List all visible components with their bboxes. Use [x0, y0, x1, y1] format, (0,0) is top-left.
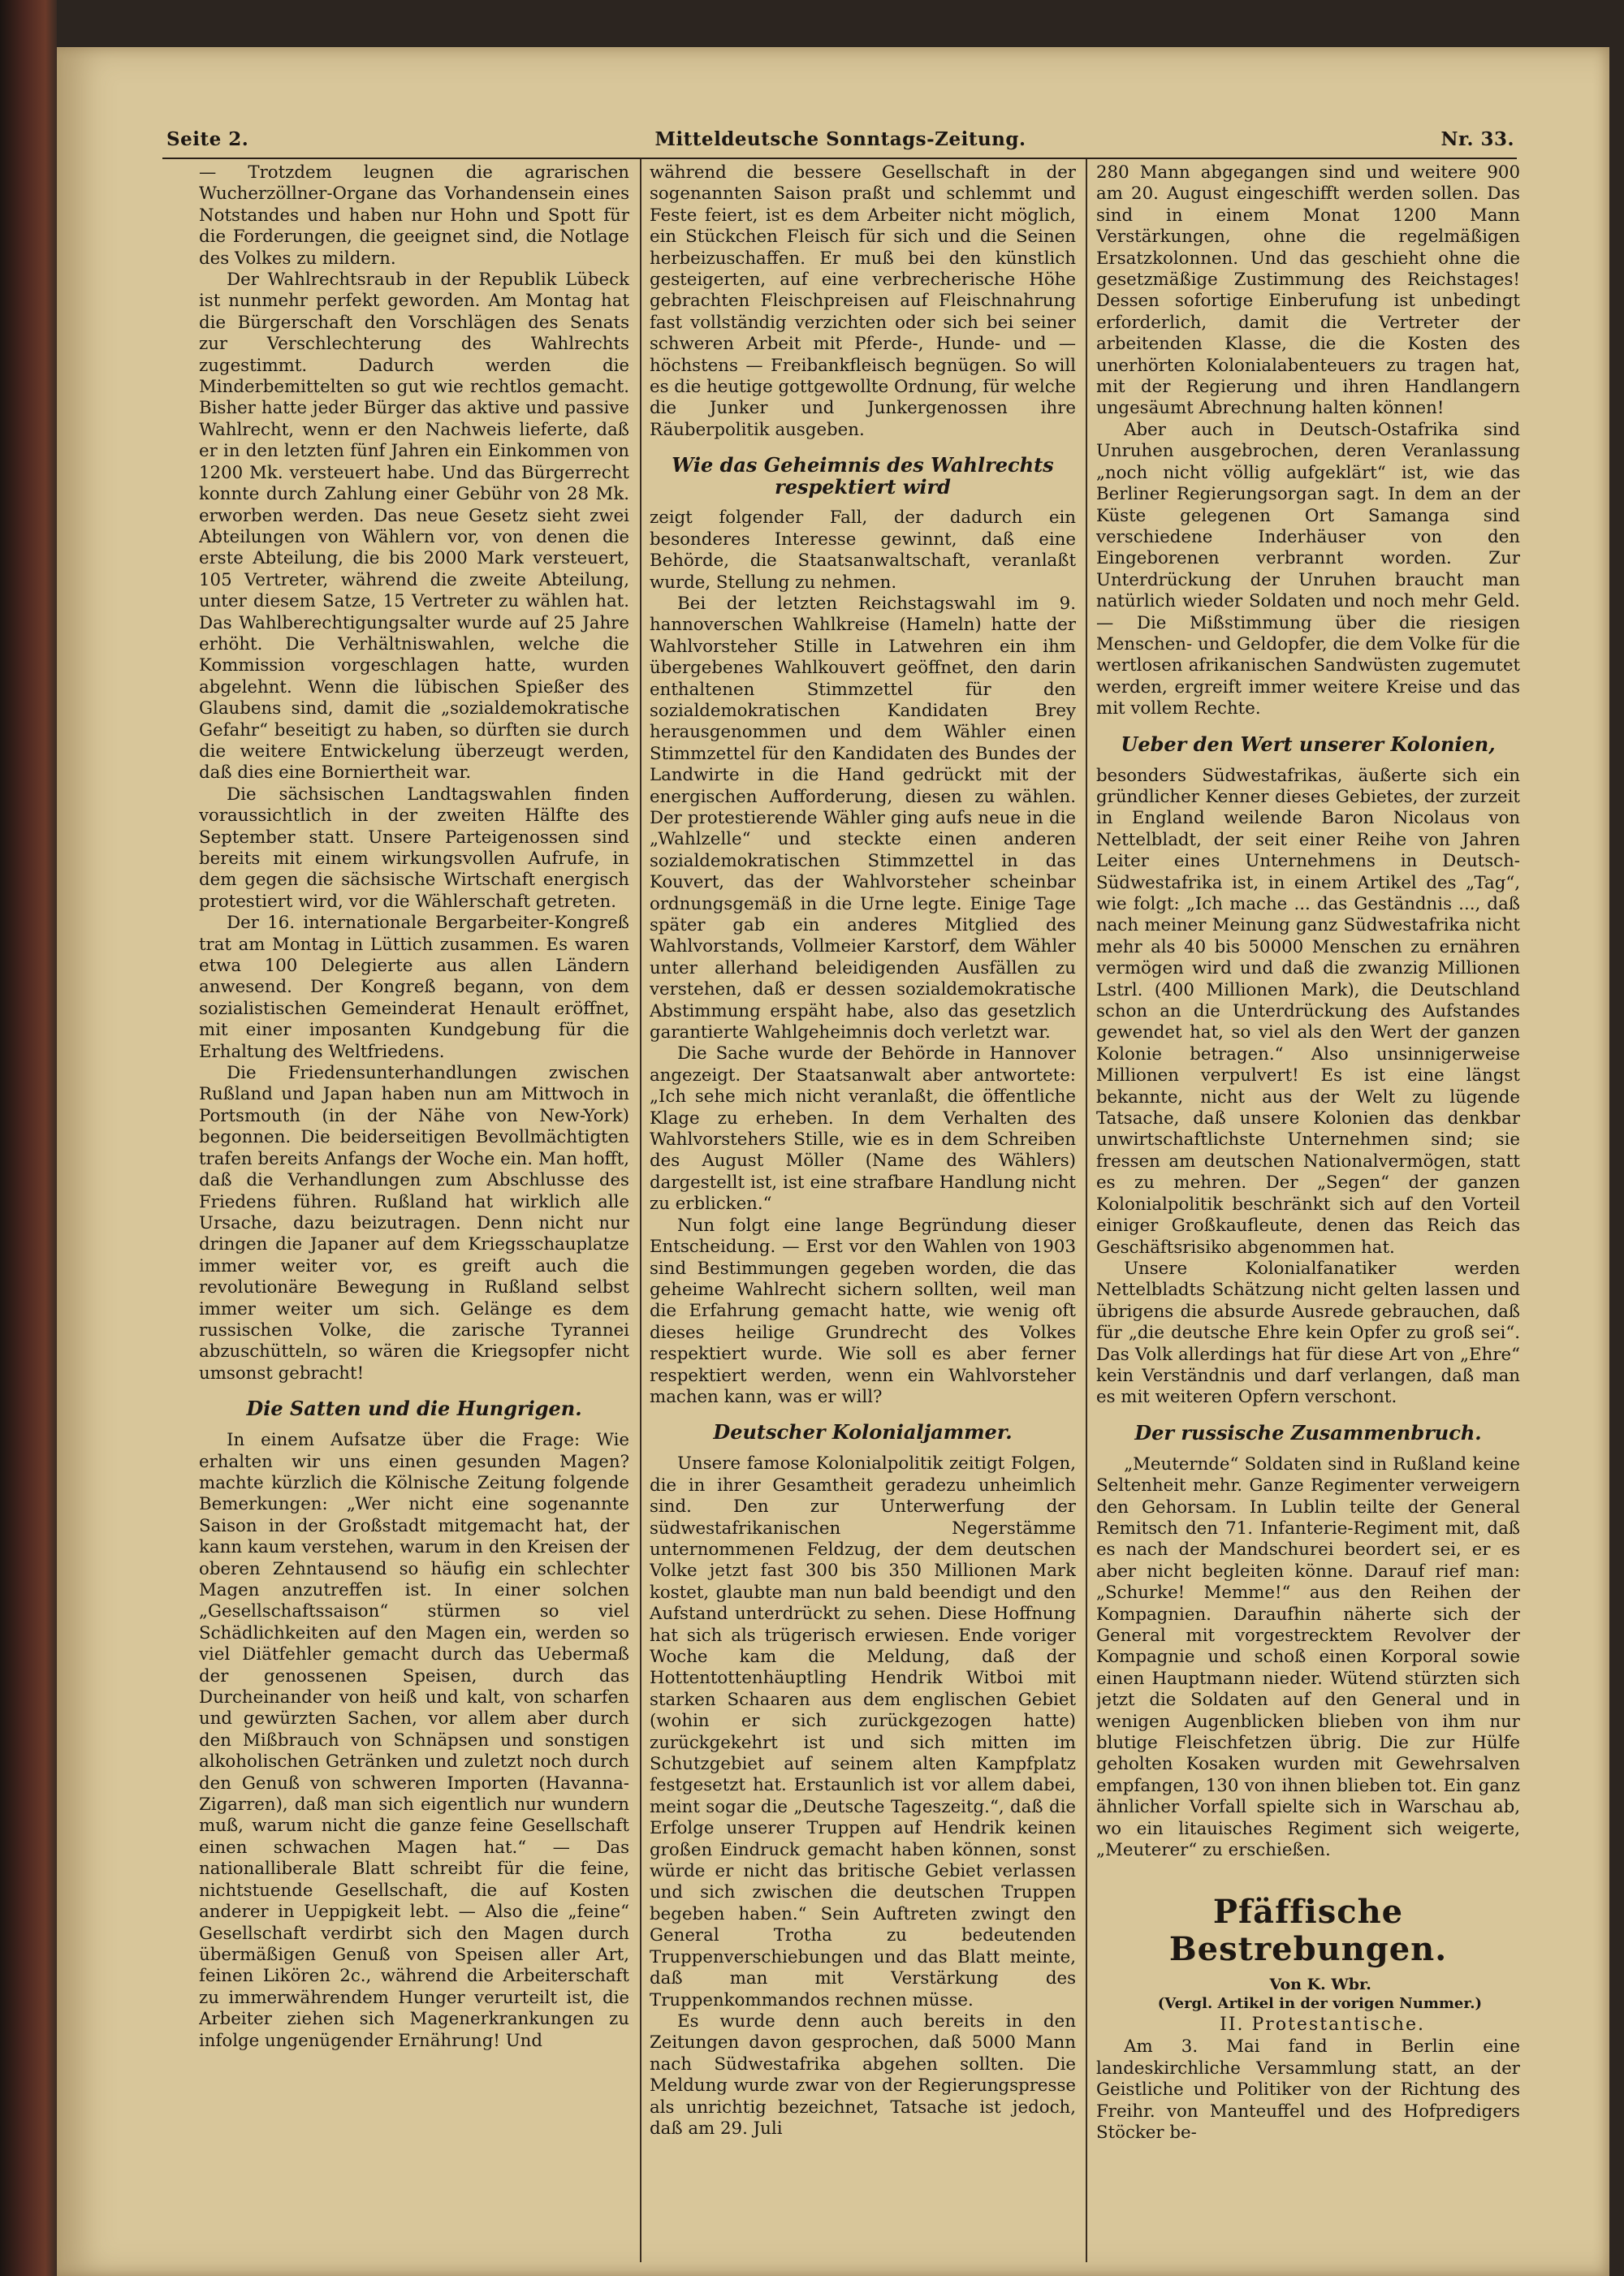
- paragraph: während die bessere Gesellschaft in der sogenannten Saison praßt und schlemmt und Feste feiert, ist es dem Arbeiter nicht möglich, ein Stückchen Fleisch für sich und die Seinen herbeizuschaffen. Er muß bei den künstlich gesteigerten, auf eine verbrecherische Höhe gebrachten Fleischpreisen auf Fleischnahrung fast vollständig verzichten oder sich bei seiner schweren Arbeit mit Pferde-, Hunde- und — höchstens — Freibankfleisch begnügen. So will es die heutige gottgewollte Ordnung, für welche die Junker und Junkergenossen ihre Räuberpolitik ausgeben.: [650, 162, 1076, 440]
- reference-note: (Vergl. Artikel in der vorigen Nummer.): [1157, 1995, 1482, 2013]
- article-heading: Deutscher Kolonialjammer.: [713, 1420, 1013, 1445]
- article-heading: Die Satten und die Hungrigen.: [246, 1397, 582, 1421]
- paragraph: Die Sache wurde der Behörde in Hannover angezeigt. Der Staatsanwalt aber antwortete: „Ich sehe mich nicht veranlaßt, die öffentliche Klage zu erheben. In dem Verhalten des Wahlvorstehers Stille, wie es in dem Schreiben des August Möller (Name des Wählers) dargestellt ist, ist eine strafbare Handlung nicht zu erblicken.“: [650, 1043, 1076, 1215]
- paragraph: 280 Mann abgegangen sind und weitere 900 am 20. August eingeschifft werden sollen. Das sind in einem Monat 1200 Mann Verstärkungen, ohne die regelmäßigen Ersatzkolonnen. Und das geschieht ohne die gesetzmäßige Zustimmung des Reichstages! Dessen sofortige Einberufung ist unbedingt erforderlich, damit die Vertreter der arbeitenden Klasse, die die Kosten des unerhörten Kolonialabenteuers zu tragen hat, mit der Regierung und ihren Handlangern ungesäumt Abrechnung halten können!: [1096, 162, 1520, 419]
- paragraph: Der 16. internationale Bergarbeiter-Kongreß trat am Montag in Lüttich zusammen. Es waren etwa 100 Delegierte aus allen Ländern anwesend. Der Kongreß begann, von dem sozialistischen Gemeinderat Henault eröffnet, mit einer imposanten Kundgebung für die Erhaltung des Weltfriedens.: [199, 913, 629, 1062]
- paragraph: Der Wahlrechtsraub in der Republik Lübeck ist nunmehr perfekt geworden. Am Montag hat die Bürgerschaft den Vorschlägen des Senats zur Verschlechterung des Wahlrechts zugestimmt. Dadurch werden die Minderbemittelten so gut wie rechtlos gemacht. Bisher hatte jeder Bürger das aktive und passive Wahlrecht, wenn er den Nachweis lieferte, daß er in den letzten fünf Jahren ein Einkommen von 1200 Mk. versteuert habe. Und das Bürgerrecht konnte durch Zahlung einer Gebühr von 28 Mk. erworben werden. Das neue Gesetz sieht zwei Abteilungen von Wählern vor, von denen die erste Abteilung, die bis 2000 Mark versteuert, 105 Vertreter, während die zweite Abteilung, unter diesem Satze, 15 Vertreter zu wählen hat. Das Wahlberechtigungsalter wurde auf 25 Jahre erhöht. Die Verhältniswahlen, welche die Kommission vorgeschlagen hatte, wurden abgelehnt. Wenn die lübischen Spießer des Glaubens sind, damit die „sozialdemokratische Gefahr“ beseitigt zu haben, so dürften sie durch die weitere Entwickelung überzeugt werden, daß dies eine Borniertheit war.: [199, 270, 629, 784]
- page-number: Seite 2.: [166, 128, 249, 150]
- paragraph: Aber auch in Deutsch-Ostafrika sind Unruhen ausgebrochen, deren Veranlassung „noch nicht völlig aufgeklärt“ ist, wie das Berliner Regierungsorgan sagt. In dem an der Küste gelegenen Ort Samanga sind verschiedene Inderhäuser von den Eingeborenen verbrannt worden. Zur Unterdrückung der Unruhen braucht man natürlich wieder Soldaten und noch mehr Geld. — Die Mißstimmung über die riesigen Menschen- und Geldopfer, die dem Volke für die wertlosen afrikanischen Sandwüsten zugemutet werden, ergreift immer weitere Kreise und das mit vollem Rechte.: [1096, 419, 1520, 719]
- paragraph: — Trotzdem leugnen die agrarischen Wucherzöllner-Organe das Vorhandensein eines Notstandes und haben nur Hohn und Spott für die Forderungen, die geeignet sind, die Notlage des Volkes zu mildern.: [199, 162, 629, 269]
- page-header: [166, 128, 1514, 156]
- subsection-title: II. Protestantische.: [1220, 2015, 1426, 2036]
- issue-number: Nr. 33.: [1440, 128, 1514, 150]
- paragraph: besonders Südwestafrikas, äußerte sich ein gründlicher Kenner dieses Gebietes, der zurzeit in England weilende Baron Nicolaus von Nettelbladt, der seit einer Reihe von Jahren Leiter eines Unternehmens in Deutsch-Südwestafrika ist, in einem Artikel des „Tag“, wie folgt: „Ich mache ... das Geständnis ..., daß nach meiner Meinung ganz Südwestafrika nicht mehr als 40 bis 50000 Menschen zu ernähren vermögen wird und daß die zwanzig Millionen Lstrl. (400 Millionen Mark), die Deutschland schon an die Unterdrückung des Aufstandes gewendet hat, so viel als den Wert der ganzen Kolonie betragen.“ Also unsinnigerweise Millionen verpulvert! Es ist eine längst bekannte, nicht aus der Welt zu lügende Tatsache, daß unsere Kolonien das denkbar unwirtschaftlichste Unternehmen sind; sie fressen am deutschen Nationalvermögen, statt es zu mehren. Der „Segen“ der ganzen Kolonialpolitik beschränkt sich auf den Vorteil einiger Großkaufleute, denen das Reich das Geschäftsrisiko abgenommen hat.: [1096, 765, 1520, 1258]
- paragraph: „Meuternde“ Soldaten sind in Rußland keine Seltenheit mehr. Ganze Regimenter verweigern den Gehorsam. In Lublin teilte der General Remitsch den 71. Infanterie-Regiment mit, daß es nach der Mandschurei beordert sei, er es aber nicht begleiten könne. Darauf rief man: „Schurke! Memme!“ aus den Reihen der Kompagnien. Daraufhin näherte sich der General mit vorgestrecktem Revolver der Kompagnie und schoß einen Korporal sowie einen Hauptmann nieder. Wütend stürzten sich jetzt die Soldaten auf den General und in wenigen Augenblicken blieben von ihm nur blutige Fleischfetzen übrig. Die zur Hülfe geholten Kosaken wurden mit Gewehrsalven empfangen, 130 von ihnen blieben tot. Ein ganz ähnlicher Vorfall spielte sich in Warschau ab, wo ein litauisches Regiment sich weigerte, „Meuterer“ zu erschießen.: [1096, 1453, 1520, 1861]
- paragraph: In einem Aufsatze über die Frage: Wie erhalten wir uns einen gesunden Magen? machte kürzlich die Kölnische Zeitung folgende Bemerkungen: „Wer nicht eine sogenannte Saison in der Großstadt mitgemacht hat, der kann kaum verstehen, warum in den Kreisen der oberen Zehntausend so häufig ein schlechter Magen anzutreffen ist. In einer solchen „Gesellschaftssaison“ stürmen so viel Schädlichkeiten auf den Magen ein, werden so viel Diätfehler gemacht durch das Uebermaß der genossenen Speisen, durch das Durcheinander von heiß und kalt, von scharfen und gewürzten Sachen, vor allem aber durch den Mißbrauch von Schnäpsen und sonstigen alkoholischen Getränken und zuletzt noch durch den Genuß von schweren Importen (Havanna-Zigarren), daß man sich eigentlich nur wundern muß, warum nicht die ganze feine Gesellschaft einen schwachen Magen hat.“ — Das nationalliberale Blatt schreibt für die feine, nichtstuende Gesellschaft, die auf Kosten anderer in Ueppigkeit lebt. — Also die „feine“ Gesellschaft verdirbt sich den Magen durch übermäßigen Genuß von Speisen aller Art, feinen Likören 2c., während die Arbeiterschaft zu immerwährendem Hunger verurteilt ist, die Arbeiter ziehen sich Magenerkrankungen zu infolge ungenügender Ernährung! Und: [199, 1430, 629, 2051]
- paragraph: Nun folgt eine lange Begründung dieser Entscheidung. — Erst vor den Wahlen von 1903 sind Bestimmungen gegeben worden, die das geheime Wahlrecht sichern sollten, weil man die Erfahrung gemacht hatte, wie wenig oft dieses heilige Grundrecht des Volkes respektiert wurde. Wie soll es aber ferner respektiert werden, wenn ein Wahlvorsteher machen kann, was er will?: [650, 1215, 1076, 1407]
- author-byline: Von K. Wbr.: [1269, 1976, 1371, 1994]
- column-divider: [640, 159, 641, 2262]
- paragraph: Die sächsischen Landtagswahlen finden voraussichtlich in der zweiten Hälfte des September statt. Unsere Parteigenossen sind bereits mit einem wirkungsvollen Aufrufe, in dem gegen die sächsische Wirtschaft energisch protestiert wird, vor die Wählerschaft getreten.: [199, 784, 629, 912]
- column-3: [1096, 162, 1520, 2261]
- column-1: [199, 162, 629, 2261]
- paragraph: Die Friedensunterhandlungen zwischen Rußland und Japan haben nun am Mittwoch in Portsmouth (in der Nähe von New-York) begonnen. Die beiderseitigen Bevollmächtigten trafen bereits Anfangs der Woche ein. Man hofft, daß die Verhandlungen zum Abschlusse des Friedens führen. Rußland hat wirklich alle Ursache, dazu beizutragen. Denn nicht nur dringen die Japaner auf dem Kriegsschauplatze immer weiter vor, es greift auch die revolutionäre Bewegung in Rußland selbst immer weiter um sich. Gelänge es dem russischen Volke, die zarische Tyrannei abzuschütteln, so wären die Kriegsopfer nicht umsonst gebracht!: [199, 1063, 629, 1384]
- column-divider: [1086, 159, 1087, 2262]
- paragraph: Unsere Kolonialfanatiker werden Nettelbladts Schätzung nicht gelten lassen und übrigens die absurde Ausrede gebrauchen, daß für „die deutsche Ehre kein Opfer zu groß sei“. Das Volk allerdings hat für diese Art von „Ehre“ kein Verständnis und darf verlangen, daß man es mit weiteren Opfern verschont.: [1096, 1258, 1520, 1408]
- section-title: Pfäffische Bestrebungen.: [1168, 1893, 1448, 1969]
- paragraph: Es wurde denn auch bereits in den Zeitungen davon gesprochen, daß 5000 Mann nach Südwestafrika abgehen sollten. Die Meldung wurde zwar von der Regierungspresse als unrichtig bezeichnet, Tatsache ist jedoch, daß am 29. Juli: [650, 2010, 1076, 2139]
- article-heading: Wie das Geheimnis des Wahlrechts respektiert wird: [672, 453, 1054, 499]
- book-binding: [0, 0, 57, 2276]
- article-heading: Der russische Zusammenbruch.: [1134, 1420, 1482, 1445]
- article-heading: Ueber den Wert unserer Kolonien,: [1121, 732, 1496, 756]
- paragraph: Unsere famose Kolonialpolitik zeitigt Folgen, die in ihrer Gesamtheit geradezu unheimlich sind. Den zur Unterwerfung der südwestafrikanischen Negerstämme unternommenen Feldzug, der dem deutschen Volke jetzt fast 300 bis 350 Millionen Mark kostet, glaubte man nun bald beendigt und den Aufstand unterdrückt zu sehen. Diese Hoffnung hat sich als trügerisch erwiesen. Ende voriger Woche kam die Meldung, daß der Hottentottenhäuptling Hendrik Witboi mit starken Schaaren aus dem englischen Gebiet (wohin er sich zurückgezogen hatte) zurückgekehrt ist und sich mitten im Schutzgebiet auf seinem alten Kampfplatz festgesetzt hat. Erstaunlich ist vor allem dabei, meint sogar die „Deutsche Tageszeitg.“, daß die Erfolge unserer Truppen auf Hendrik keinen großen Eindruck gemacht haben können, sonst würde er nicht das britische Gebiet verlassen und sich zwischen die deutschen Truppen begeben haben.“ Sein Auftreten zwingt den General Trotha zu bedeutenden Truppenverschiebungen und das Blatt meinte, daß man mit Verstärkung des Truppenkommandos rechnen müsse.: [650, 1453, 1076, 2010]
- column-2: [650, 162, 1076, 2261]
- header-rule: [162, 158, 1517, 159]
- paragraph: Am 3. Mai fand in Berlin eine landeskirchliche Versammlung statt, an der Geistliche und Politiker von der Richtung des Freihr. von Manteuffel und des Hofpredigers Stöcker be-: [1096, 2036, 1520, 2144]
- paragraph: zeigt folgender Fall, der dadurch ein besonderes Interesse gewinnt, daß eine Behörde, die Staatsanwaltschaft, veranlaßt wurde, Stellung zu nehmen.: [650, 507, 1076, 593]
- masthead-title: Mitteldeutsche Sonntags-Zeitung.: [654, 128, 1026, 150]
- paragraph: Bei der letzten Reichstagswahl im 9. hannoverschen Wahlkreise (Hameln) hatte der Wahlvorsteher Stille in Latwehren ein ihm übergebenes Wahlkouvert geöffnet, den darin enthaltenen Stimmzettel für den sozialdemokratischen Kandidaten Brey herausgenommen und dem Wähler einen Stimmzettel für den Kandidaten des Bundes der Landwirte in die Hand gedrückt mit der energischen Aufforderung, diesen zu wählen. Der protestierende Wähler ging aufs neue in die „Wahlzelle“ und steckte einen anderen sozialdemokratischen Stimmzettel in das Kouvert, das der Wahlvorsteher scheinbar ordnungsgemäß in die Urne legte. Einige Tage später gab ein anderes Mitglied des Wahlvorstands, Vollmeier Karstorf, dem Wähler unter allerhand beleidigenden Ausfällen zu verstehen, daß er dessen sozialdemokratische Abstimmung erspäht habe, also das gesetzlich garantierte Wahlgeheimnis doch verletzt war.: [650, 593, 1076, 1043]
